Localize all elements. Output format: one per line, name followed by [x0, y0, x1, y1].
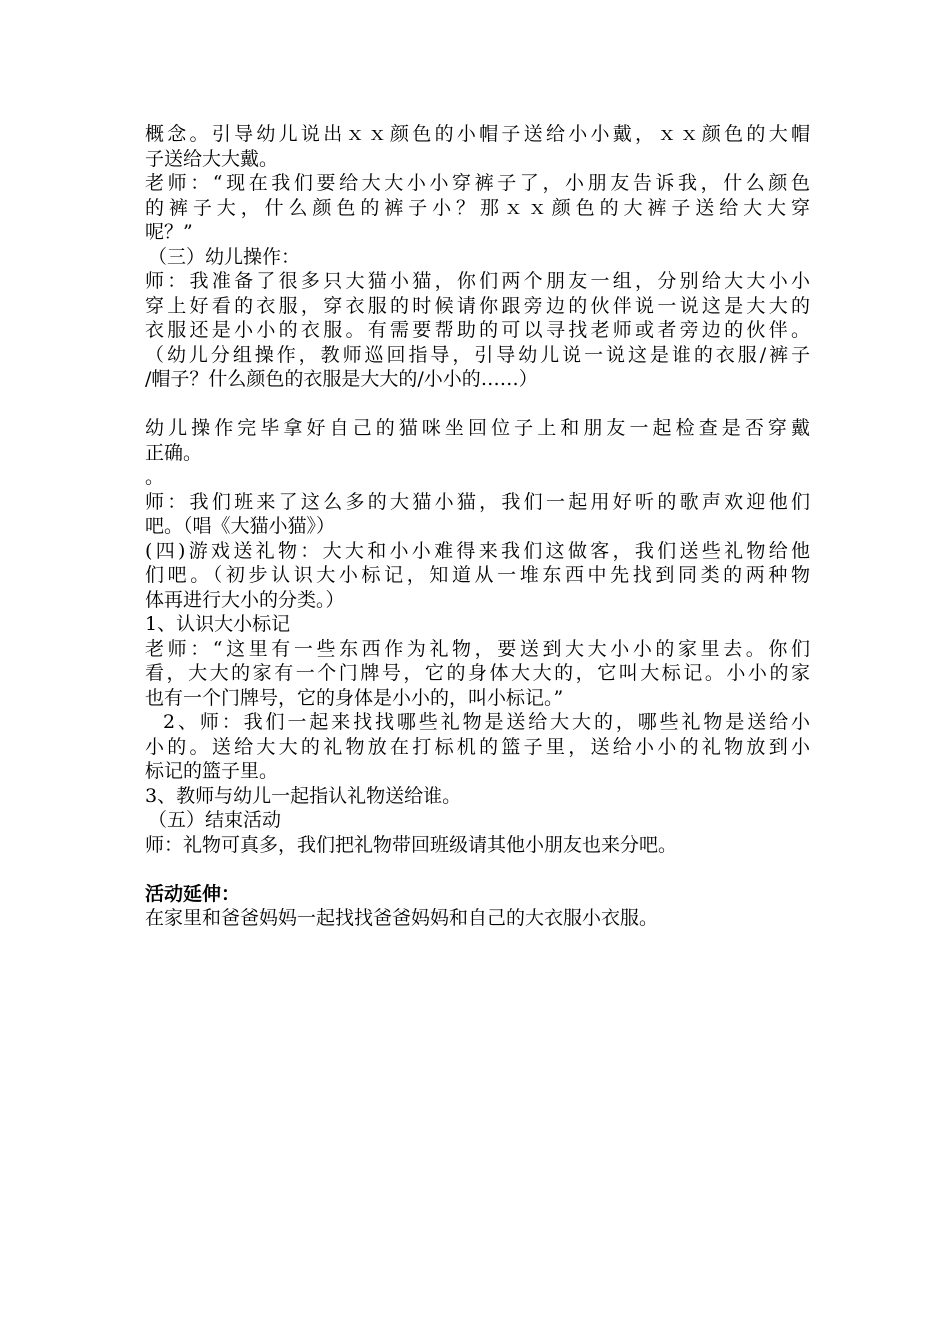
paragraph-line: 呢？” — [145, 221, 193, 243]
paragraph-line: 小的。送给大大的礼物放在打标机的篮子里，送给小小的礼物放到小 — [145, 735, 810, 758]
paragraph-line: /帽子？什么颜色的衣服是大大的/小小的……） — [145, 368, 538, 390]
paragraph-line: 老师：“现在我们要给大大小小穿裤子了，小朋友告诉我，什么颜色 — [145, 172, 810, 194]
paragraph-line: 正确。 — [145, 441, 203, 464]
paragraph-line: （幼儿分组操作，教师巡回指导，引导幼儿说一说这是谁的衣服/裤子 — [145, 343, 810, 366]
paragraph-line: 师：我们班来了这么多的大猫小猫，我们一起用好听的歌声欢迎他们 — [145, 490, 810, 513]
blank-line — [145, 857, 810, 882]
paragraph-line: 老师：“这里有一些东西作为礼物，要送到大大小小的家里去。你们 — [145, 637, 810, 660]
paragraph-line: 看，大大的家有一个门牌号，它的身体大大的，它叫大标记。小小的家 — [145, 662, 810, 684]
paragraph-line: 子送给大大戴。 — [145, 147, 279, 170]
paragraph-line: 穿上好看的衣服，穿衣服的时候请你跟旁边的伙伴说一说这是大大的 — [145, 294, 810, 317]
section-heading: 活动延伸： — [145, 882, 241, 905]
paragraph-line: 体再进行大小的分类。） — [145, 588, 345, 611]
section-heading: （五）结束活动 — [148, 809, 282, 831]
paragraph-line: 衣服还是小小的衣服。有需要帮助的可以寻找老师或者旁边的伙伴。 — [145, 319, 810, 341]
paragraph-line: 们吧。（初步认识大小标记，知道从一堆东西中先找到同类的两种物 — [145, 564, 810, 586]
paragraph-line: 的裤子大，什么颜色的裤子小？那ｘｘ颜色的大裤子送给大大穿 — [145, 196, 810, 219]
paragraph-line: 。 — [145, 466, 165, 488]
section-heading: （三）幼儿操作： — [148, 245, 301, 268]
section-heading: (四)游戏送礼物：大大和小小难得来我们这做客，我们送些礼物给他 — [145, 539, 810, 562]
paragraph-line: 在家里和爸爸妈妈一起找找爸爸妈妈和自己的大衣服小衣服。 — [145, 907, 659, 929]
list-item: 2、师：我们一起来找找哪些礼物是送给大大的，哪些礼物是送给小 — [163, 711, 810, 733]
paragraph-line: 吧。（唱《大猫小猫》） — [145, 515, 336, 537]
paragraph-line: 师：礼物可真多，我们把礼物带回班级请其他小朋友也来分吧。 — [145, 833, 678, 856]
list-item: 1、认识大小标记 — [145, 613, 291, 635]
blank-line — [145, 392, 810, 417]
paragraph-line: 幼儿操作完毕拿好自己的猫咪坐回位子上和朋友一起检查是否穿戴 — [145, 417, 810, 439]
paragraph-line: 师：我准备了很多只大猫小猫，你们两个朋友一组，分别给大大小小 — [145, 270, 810, 292]
list-item: 3、教师与幼儿一起指认礼物送给谁。 — [145, 784, 462, 807]
paragraph-line: 也有一个门牌号，它的身体是小小的，叫小标记。” — [145, 686, 564, 709]
paragraph-line: 标记的篮子里。 — [145, 760, 279, 782]
paragraph-line: 概念。引导幼儿说出ｘｘ颜色的小帽子送给小小戴，ｘｘ颜色的大帽 — [145, 123, 810, 145]
document-page — [145, 122, 810, 931]
